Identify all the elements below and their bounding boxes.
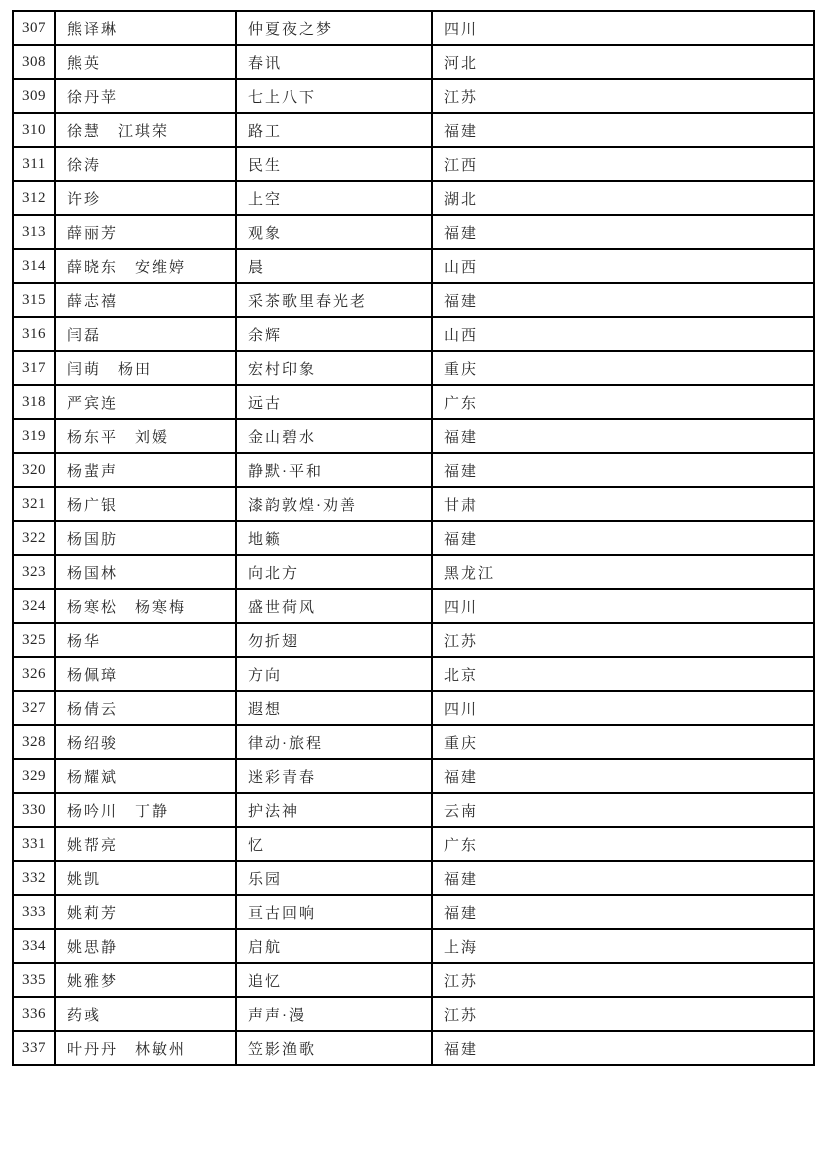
cell-title: 向北方 (236, 555, 432, 589)
table-row (13, 555, 814, 589)
cell-number: 325 (13, 623, 55, 657)
cell-province: 福建 (432, 521, 814, 555)
table-row (13, 963, 814, 997)
table-row (13, 419, 814, 453)
cell-number: 334 (13, 929, 55, 963)
cell-name: 徐丹苹 (55, 79, 236, 113)
cell-province: 江苏 (432, 963, 814, 997)
table-row (13, 895, 814, 929)
cell-name: 叶丹丹 林敏州 (55, 1031, 236, 1065)
cell-title: 乐园 (236, 861, 432, 895)
cell-title: 仲夏夜之梦 (236, 11, 432, 45)
cell-province: 江西 (432, 147, 814, 181)
cell-province: 福建 (432, 895, 814, 929)
cell-province: 重庆 (432, 725, 814, 759)
cell-name: 熊译琳 (55, 11, 236, 45)
cell-number: 331 (13, 827, 55, 861)
cell-title: 余辉 (236, 317, 432, 351)
cell-title: 金山碧水 (236, 419, 432, 453)
table-row (13, 385, 814, 419)
cell-number: 316 (13, 317, 55, 351)
cell-name: 姚凯 (55, 861, 236, 895)
table-row (13, 487, 814, 521)
cell-name: 杨广银 (55, 487, 236, 521)
table-row (13, 589, 814, 623)
cell-province: 福建 (432, 419, 814, 453)
cell-number: 326 (13, 657, 55, 691)
cell-name: 杨佩璋 (55, 657, 236, 691)
cell-province: 福建 (432, 283, 814, 317)
cell-number: 321 (13, 487, 55, 521)
cell-number: 337 (13, 1031, 55, 1065)
table-row (13, 45, 814, 79)
cell-name: 徐涛 (55, 147, 236, 181)
entries-table-body (13, 11, 814, 1065)
cell-title: 漆韵敦煌·劝善 (236, 487, 432, 521)
cell-province: 甘肃 (432, 487, 814, 521)
cell-title: 律动·旅程 (236, 725, 432, 759)
cell-number: 330 (13, 793, 55, 827)
cell-province: 广东 (432, 827, 814, 861)
cell-title: 遐想 (236, 691, 432, 725)
cell-province: 福建 (432, 861, 814, 895)
table-row (13, 79, 814, 113)
cell-name: 杨倩云 (55, 691, 236, 725)
cell-province: 福建 (432, 1031, 814, 1065)
cell-province: 黑龙江 (432, 555, 814, 589)
cell-province: 福建 (432, 759, 814, 793)
cell-province: 北京 (432, 657, 814, 691)
cell-name: 姚莉芳 (55, 895, 236, 929)
table-row (13, 249, 814, 283)
cell-number: 319 (13, 419, 55, 453)
cell-name: 杨蜚声 (55, 453, 236, 487)
table-row (13, 691, 814, 725)
cell-province: 江苏 (432, 79, 814, 113)
cell-name: 杨吟川 丁静 (55, 793, 236, 827)
cell-province: 广东 (432, 385, 814, 419)
cell-title: 启航 (236, 929, 432, 963)
cell-name: 薛志禧 (55, 283, 236, 317)
cell-number: 309 (13, 79, 55, 113)
cell-title: 勿折翅 (236, 623, 432, 657)
cell-name: 杨耀斌 (55, 759, 236, 793)
cell-number: 314 (13, 249, 55, 283)
table-row (13, 759, 814, 793)
table-row (13, 1031, 814, 1065)
cell-province: 福建 (432, 453, 814, 487)
cell-title: 迷彩青春 (236, 759, 432, 793)
table-row (13, 113, 814, 147)
cell-number: 313 (13, 215, 55, 249)
cell-number: 323 (13, 555, 55, 589)
cell-name: 闫萌 杨田 (55, 351, 236, 385)
table-row (13, 725, 814, 759)
cell-number: 328 (13, 725, 55, 759)
cell-name: 姚思静 (55, 929, 236, 963)
cell-province: 四川 (432, 11, 814, 45)
cell-number: 310 (13, 113, 55, 147)
table-row (13, 793, 814, 827)
cell-name: 姚帮亮 (55, 827, 236, 861)
cell-title: 上空 (236, 181, 432, 215)
cell-number: 329 (13, 759, 55, 793)
table-row (13, 861, 814, 895)
cell-name: 杨国肪 (55, 521, 236, 555)
table-row (13, 317, 814, 351)
cell-name: 药彧 (55, 997, 236, 1031)
cell-number: 312 (13, 181, 55, 215)
table-row (13, 657, 814, 691)
cell-number: 332 (13, 861, 55, 895)
cell-title: 亘古回响 (236, 895, 432, 929)
cell-province: 山西 (432, 249, 814, 283)
cell-title: 追忆 (236, 963, 432, 997)
cell-number: 327 (13, 691, 55, 725)
cell-number: 324 (13, 589, 55, 623)
table-row (13, 351, 814, 385)
cell-name: 薛丽芳 (55, 215, 236, 249)
cell-name: 严宾连 (55, 385, 236, 419)
cell-title: 护法神 (236, 793, 432, 827)
cell-title: 民生 (236, 147, 432, 181)
table-row (13, 147, 814, 181)
cell-title: 声声·漫 (236, 997, 432, 1031)
table-row (13, 283, 814, 317)
table-row (13, 453, 814, 487)
cell-number: 322 (13, 521, 55, 555)
cell-province: 江苏 (432, 997, 814, 1031)
cell-title: 七上八下 (236, 79, 432, 113)
cell-name: 杨华 (55, 623, 236, 657)
cell-number: 333 (13, 895, 55, 929)
cell-province: 云南 (432, 793, 814, 827)
cell-number: 307 (13, 11, 55, 45)
cell-province: 四川 (432, 589, 814, 623)
cell-number: 318 (13, 385, 55, 419)
cell-province: 重庆 (432, 351, 814, 385)
cell-number: 308 (13, 45, 55, 79)
cell-province: 上海 (432, 929, 814, 963)
cell-name: 许珍 (55, 181, 236, 215)
cell-province: 山西 (432, 317, 814, 351)
table-row (13, 997, 814, 1031)
table-row (13, 521, 814, 555)
table-row (13, 11, 814, 45)
table-row (13, 623, 814, 657)
cell-province: 福建 (432, 215, 814, 249)
cell-title: 采茶歌里春光老 (236, 283, 432, 317)
cell-number: 336 (13, 997, 55, 1031)
table-row (13, 215, 814, 249)
cell-number: 335 (13, 963, 55, 997)
cell-name: 杨国林 (55, 555, 236, 589)
cell-title: 晨 (236, 249, 432, 283)
cell-title: 远古 (236, 385, 432, 419)
cell-province: 福建 (432, 113, 814, 147)
cell-title: 方向 (236, 657, 432, 691)
cell-name: 杨绍骏 (55, 725, 236, 759)
cell-title: 观象 (236, 215, 432, 249)
cell-name: 熊英 (55, 45, 236, 79)
cell-title: 忆 (236, 827, 432, 861)
cell-number: 317 (13, 351, 55, 385)
cell-province: 湖北 (432, 181, 814, 215)
cell-number: 315 (13, 283, 55, 317)
cell-province: 四川 (432, 691, 814, 725)
table-row (13, 181, 814, 215)
cell-title: 地籁 (236, 521, 432, 555)
cell-name: 杨寒松 杨寒梅 (55, 589, 236, 623)
cell-title: 盛世荷风 (236, 589, 432, 623)
cell-name: 姚雅梦 (55, 963, 236, 997)
cell-province: 江苏 (432, 623, 814, 657)
table-row (13, 827, 814, 861)
cell-title: 笠影渔歌 (236, 1031, 432, 1065)
cell-title: 路工 (236, 113, 432, 147)
cell-number: 320 (13, 453, 55, 487)
entries-table (12, 10, 815, 1066)
cell-name: 薛晓东 安维婷 (55, 249, 236, 283)
cell-title: 宏村印象 (236, 351, 432, 385)
cell-title: 春讯 (236, 45, 432, 79)
cell-title: 静默·平和 (236, 453, 432, 487)
cell-name: 闫磊 (55, 317, 236, 351)
cell-name: 杨东平 刘媛 (55, 419, 236, 453)
table-row (13, 929, 814, 963)
cell-name: 徐慧 江琪荣 (55, 113, 236, 147)
cell-number: 311 (13, 147, 55, 181)
cell-province: 河北 (432, 45, 814, 79)
